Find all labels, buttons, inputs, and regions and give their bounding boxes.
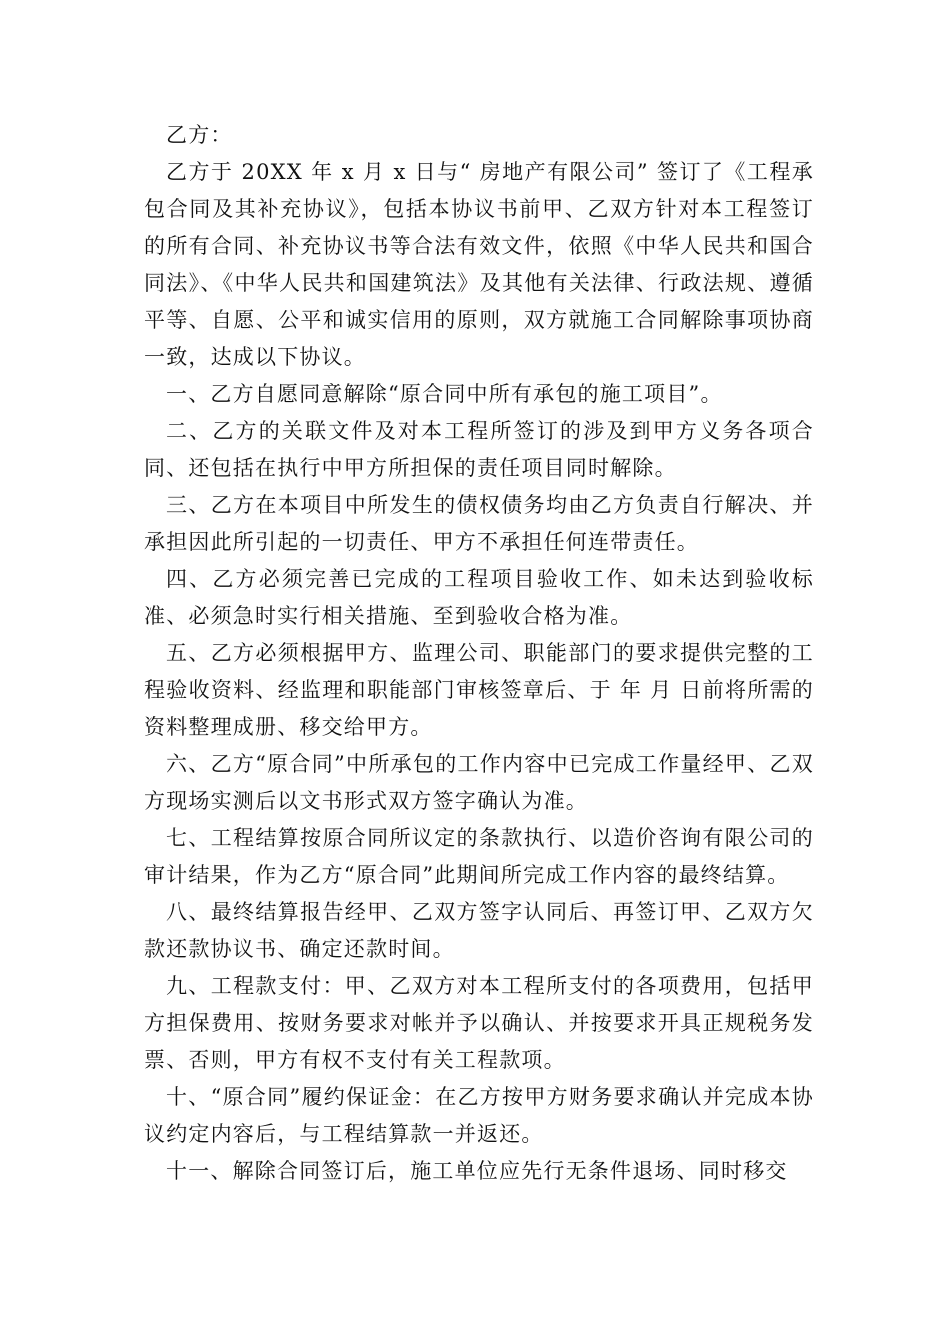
- clause-1: 一、乙方自愿同意解除“原合同中所有承包的施工项目”。: [166, 382, 723, 406]
- clause-9: 九、工程款支付：甲、乙双方对本工程所支付的各项费用，包括甲方担保费用、按财务要求对帐并予以确认、并按要求开具正规税务发票、否则，甲方有权不支付有关工程款项。: [144, 974, 814, 1072]
- clause-4: 四、乙方必须完善已完成的工程项目验收工作、如未达到验收标准、必须急时实行相关措施、至到验收合格为准。: [144, 567, 814, 628]
- clause-3: 三、乙方在本项目中所发生的债权债务均由乙方负责自行解决、并承担因此所引起的一切责任、甲方不承担任何连带责任。: [144, 493, 814, 554]
- clause-10: 十、“原合同”履约保证金：在乙方按甲方财务要求确认并完成本协议约定内容后，与工程结算款一并返还。: [144, 1085, 814, 1146]
- clause-2: 二、乙方的关联文件及对本工程所签订的涉及到甲方义务各项合同、还包括在执行中甲方所担保的责任项目同时解除。: [144, 419, 814, 480]
- document-body: [144, 117, 814, 1190]
- clause-8: 八、最终结算报告经甲、乙双方签字认同后、再签订甲、乙双方欠款还款协议书、确定还款时间。: [144, 900, 814, 961]
- clause-11: 十一、解除合同签订后，施工单位应先行无条件退场、同时移交: [166, 1159, 788, 1183]
- party-b-heading: 乙方：: [166, 123, 233, 147]
- clause-5: 五、乙方必须根据甲方、监理公司、职能部门的要求提供完整的工程验收资料、经监理和职能部门审核签章后、于 年 月 日前将所需的资料整理成册、移交给甲方。: [144, 641, 814, 739]
- clause-6: 六、乙方“原合同”中所承包的工作内容中已完成工作量经甲、乙双方现场实测后以文书形式双方签字确认为准。: [144, 752, 814, 813]
- clause-7: 七、工程结算按原合同所议定的条款执行、以造价咨询有限公司的审计结果，作为乙方“原合同”此期间所完成工作内容的最终结算。: [144, 826, 814, 887]
- preamble-paragraph: 乙方于 20XX 年 x 月 x 日与“ 房地产有限公司” 签订了《工程承包合同及其补充协议》，包括本协议书前甲、乙双方针对本工程签订的所有合同、补充协议书等合法有效文件，依照《中华人民共和国合同法》、《中华人民共和国建筑法》及其他有关法律、行政法规、遵循平等、自愿、公平和诚实信用的原则，双方就施工合同解除事项协商一致，达成以下协议。: [144, 160, 814, 369]
